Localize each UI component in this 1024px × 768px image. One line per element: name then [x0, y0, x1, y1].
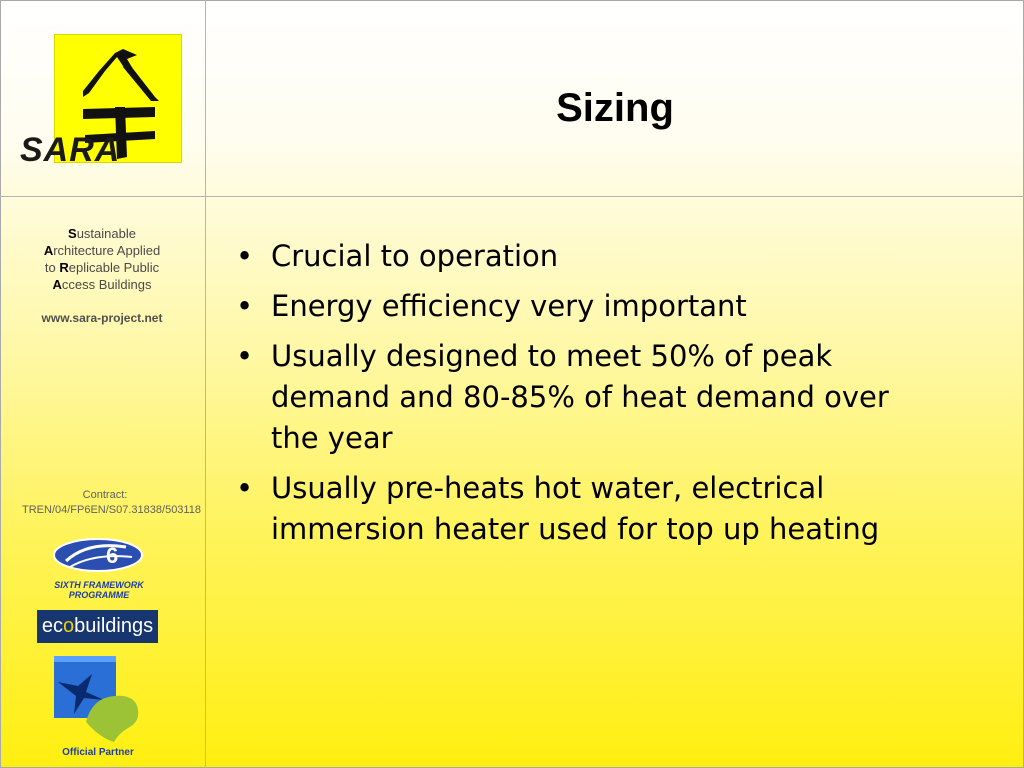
- bullet-item: • Energy efficiency very important: [232, 286, 922, 327]
- official-partner-logo-icon: [52, 652, 142, 744]
- bullet-list: [232, 236, 922, 559]
- official-partner-label: Official Partner: [62, 747, 134, 758]
- horizontal-divider: [0, 196, 1024, 197]
- bullet-item: • Usually pre-heats hot water, electrical immersion heater used for top up heating: [232, 468, 922, 550]
- bullet-dot: •: [236, 289, 254, 323]
- contract-number: Contract: TREN/04/FP6EN/S07.31838/503118: [22, 489, 201, 516]
- slide-title: Sizing: [556, 86, 674, 130]
- tagline-line: Architecture Applied: [43, 243, 161, 258]
- bullet-dot: •: [236, 339, 254, 373]
- website-link[interactable]: www.sara-project.net: [41, 311, 163, 325]
- tagline-line: to Replicable Public: [44, 260, 160, 275]
- bullet-item: • Usually designed to meet 50% of peak demand and 80-85% of heat demand over the year: [232, 336, 922, 459]
- tagline-line: Sustainable: [68, 226, 136, 241]
- tagline-line: Access Buildings: [52, 277, 152, 292]
- bullet-item: • Crucial to operation: [232, 236, 922, 277]
- sixth-framework-label: SIXTH FRAMEWORK PROGRAMME: [54, 580, 144, 600]
- project-tagline: [12, 225, 192, 293]
- svg-text:6: 6: [106, 543, 119, 568]
- ecobuildings-logo: ecobuildings: [37, 610, 158, 643]
- bullet-dot: •: [236, 471, 254, 505]
- sara-logo-text: SARA: [20, 131, 121, 169]
- bullet-dot: •: [236, 239, 254, 273]
